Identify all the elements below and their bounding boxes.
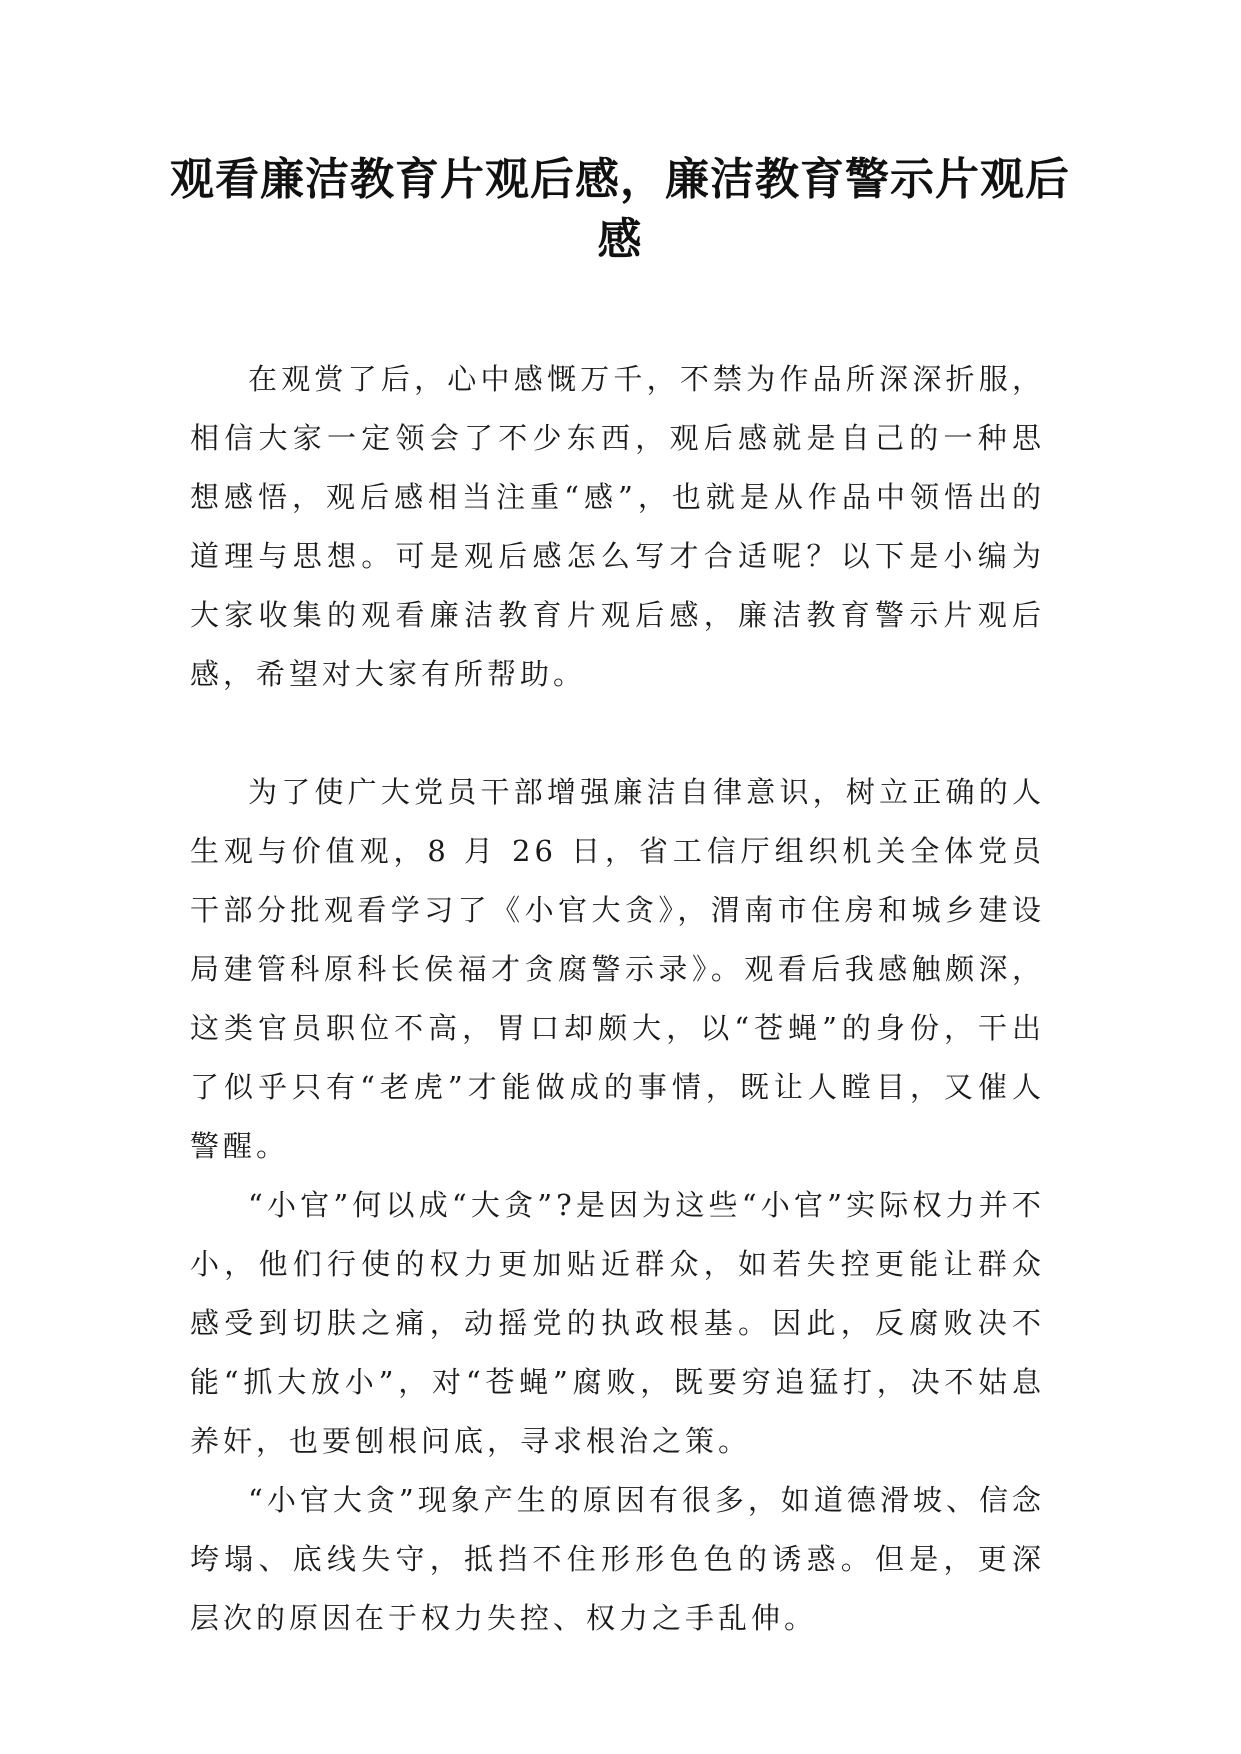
intro-paragraph: 在观赏了后，心中感慨万千，不禁为作品所深深折服，相信大家一定领会了不少东西，观后感就是自己的一种思想感悟，观后感相当注重“感”，也就是从作品中领悟出的道理与思想。可是观后感怎么写才合适呢？以下是小编为大家收集的观看廉洁教育片观后感，廉洁教育警示片观后感，希望对大家有所帮助。: [190, 362, 1045, 691]
body-paragraph-1: 为了使广大党员干部增强廉洁自律意识，树立正确的人生观与价值观，8 月 26 日，省工信厅组织机关全体党员干部分批观看学习了《小官大贪》，渭南市住房和城乡建设局建管科原科长侯福才贪腐警示录》。观看后我感触颇深，这类官员职位不高，胃口却颇大，以“苍蝇”的身份，干出了似乎只有“老虎”才能做成的事情，既让人瞠目，又催人警醒。: [190, 775, 1045, 1163]
document-body: [190, 350, 1045, 1648]
body-paragraph-2: “小官”何以成“大贪”?是因为这些“小官”实际权力并不小，他们行使的权力更加贴近群众，如若失控更能让群众感受到切肤之痛，动摇党的执政根基。因此，反腐败决不能“抓大放小”，对“苍蝇”腐败，既要穷追猛打，决不姑息养奸，也要刨根问底，寻求根治之策。: [190, 1188, 1045, 1458]
body-paragraph-3: “小官大贪”现象产生的原因有很多，如道德滑坡、信念垮塌、底线失守，抵挡不住形形色色的诱惑。但是，更深层次的原因在于权力失控、权力之手乱伸。: [190, 1483, 1045, 1635]
document-title: 观看廉洁教育片观后感，廉洁教育警示片观后感: [170, 154, 1070, 265]
